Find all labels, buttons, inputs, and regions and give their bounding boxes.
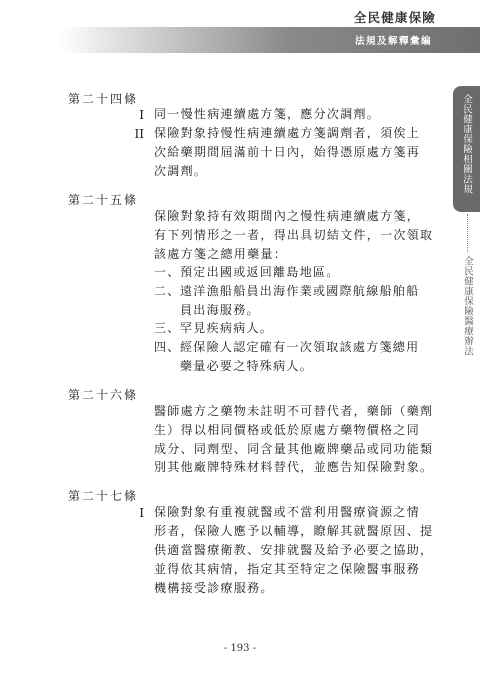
- text-line: 預定出國或返回離島地區。: [180, 265, 340, 279]
- text-line: 醫師處方之藥物未註明不可替代者，藥師（藥劑: [154, 404, 434, 418]
- paragraph-marker: II: [134, 127, 144, 141]
- list-number: 四、: [154, 340, 181, 354]
- text-line: 罕見疾病病人。: [180, 321, 274, 335]
- text-line: 保險對象持慢性病連續處方箋調劑者，須俟上: [154, 126, 421, 140]
- header-title: 全民健康保險: [353, 10, 436, 25]
- text-line: 員出海服務。: [180, 303, 260, 317]
- paragraph-marker: I: [139, 108, 144, 122]
- text-line: 保險對象持有效期間內之慢性病連續處方箋，: [154, 209, 421, 223]
- header-subtitle: 法規及解釋彙編: [354, 36, 432, 47]
- text-line: 成分、同劑型、同含量其他廠牌藥品或同功能類: [154, 442, 434, 456]
- side-tab-divider: [467, 214, 468, 252]
- article-heading: 第二十五條: [68, 193, 139, 207]
- text-line: 藥量必要之特殊病人。: [180, 359, 314, 373]
- list-number: 一、: [154, 265, 181, 279]
- text-line: 同一慢性病連續處方箋，應分次調劑。: [154, 107, 381, 121]
- side-tab-sub-label[interactable]: 全民健康保險醫療辦法: [462, 256, 473, 356]
- text-line: 有下列情形之一者，得出具切結文件，一次領取: [154, 228, 434, 242]
- article-heading: 第二十六條: [68, 388, 139, 402]
- text-line: 該處方箋之總用藥量：: [154, 247, 288, 261]
- text-line: 次給藥期間屆滿前十日內，始得憑原處方箋再: [154, 145, 421, 159]
- text-line: 別其他廠牌特殊材料替代，並應告知保險對象。: [154, 460, 434, 474]
- text-line: 遠洋漁船船員出海作業或國際航線船舶船: [180, 284, 420, 298]
- text-line: 經保險人認定確有一次領取該處方箋總用: [180, 340, 420, 354]
- article-heading: 第二十七條: [68, 489, 139, 503]
- text-line: 並得依其病情，指定其至特定之保險醫事服務: [154, 562, 421, 576]
- text-line: 保險對象有重複就醫或不當利用醫療資源之情: [154, 505, 421, 519]
- paragraph-marker: I: [139, 506, 144, 520]
- text-line: 形者，保險人應予以輔導，瞭解其就醫原因、提: [154, 524, 434, 538]
- text-line: 機構接受診療服務。: [154, 581, 274, 595]
- side-tab-active[interactable]: [453, 86, 480, 212]
- list-number: 二、: [154, 284, 181, 298]
- side-tab-label: 全民健康保險相關法規: [461, 94, 472, 194]
- list-number: 三、: [154, 321, 181, 335]
- text-line: 次調劑。: [154, 164, 208, 178]
- page-number: - 193 -: [223, 643, 257, 654]
- text-line: 生）得以相同價格或低於原處方藥物價格之同: [154, 423, 421, 437]
- text-line: 供適當醫療衛教、安排就醫及給予必要之協助，: [154, 543, 434, 557]
- article-heading: 第二十四條: [68, 92, 139, 106]
